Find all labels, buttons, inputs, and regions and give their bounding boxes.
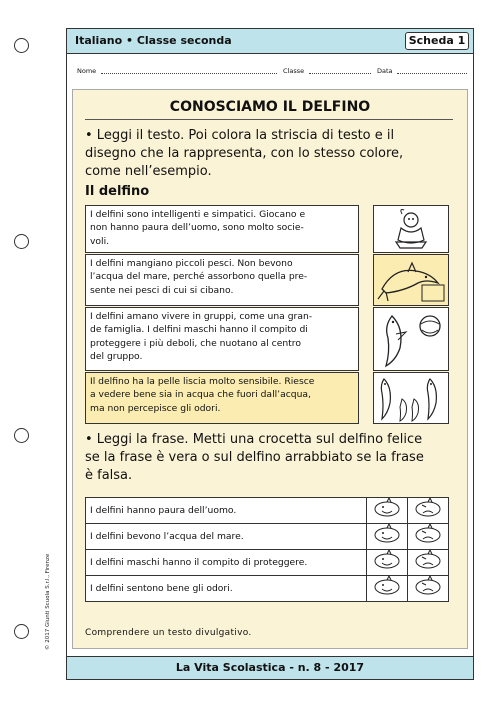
paragraph-line: de famiglia. I delfini maschi hanno il compito di bbox=[90, 324, 308, 336]
instruction-2-line: se la frase è vera o sul delfino arrabbiato se la frase bbox=[85, 450, 424, 465]
paragraph-line: ma non percepisce gli odori. bbox=[90, 402, 221, 414]
true-false-table bbox=[85, 497, 449, 602]
paragraph-1[interactable] bbox=[85, 205, 359, 253]
angry-dolphin-icon bbox=[411, 524, 445, 546]
nome-field[interactable] bbox=[101, 73, 277, 74]
data-field[interactable] bbox=[397, 73, 467, 74]
angry-dolphin-checkbox[interactable] bbox=[408, 550, 449, 576]
binder-hole-middle-upper bbox=[14, 234, 29, 249]
angry-dolphin-icon bbox=[411, 550, 445, 572]
nome-label: Nome bbox=[77, 67, 97, 75]
paragraph-line: Il delfino ha la pelle liscia molto sensibile. Riesce bbox=[90, 376, 315, 387]
paragraph-line: proteggere i più deboli, che nuotano al centro bbox=[90, 337, 301, 349]
paragraph-line: non hanno paura dell’uomo, sono molto socie- bbox=[90, 222, 304, 234]
happy-dolphin-icon bbox=[370, 550, 404, 572]
dolphin-ball-picture[interactable] bbox=[373, 307, 449, 371]
paragraph-3[interactable] bbox=[85, 307, 359, 371]
binder-hole-middle-lower bbox=[14, 428, 29, 443]
magazine-footer: La Vita Scolastica - n. 8 - 2017 bbox=[67, 656, 473, 679]
instruction-1-line: come nell’esempio. bbox=[85, 164, 212, 179]
angry-dolphin-icon bbox=[411, 498, 445, 520]
happy-dolphin-icon bbox=[370, 498, 404, 520]
paragraph-line: a vedere bene sia in acqua che fuori dall’acqua, bbox=[90, 389, 311, 401]
paragraph-line: I delfini amano vivere in gruppi, come una gran- bbox=[90, 311, 313, 322]
angry-dolphin-checkbox[interactable] bbox=[408, 576, 449, 602]
copyright-notice: © 2017 Giunti Scuola S.r.l., Firenze bbox=[45, 553, 51, 650]
dolphin-group-picture[interactable] bbox=[373, 372, 449, 424]
instruction-1 bbox=[85, 127, 455, 181]
instruction-2-line: • Leggi la frase. Metti una crocetta sul delfino felice bbox=[85, 432, 423, 447]
statement-cell: I delfini bevono l’acqua del mare. bbox=[86, 524, 367, 550]
statement-cell: I delfini hanno paura dell’uomo. bbox=[86, 498, 367, 524]
statement-cell: I delfini sentono bene gli odori. bbox=[86, 576, 367, 602]
dolphin-eating-picture[interactable] bbox=[373, 254, 449, 306]
classe-label: Classe bbox=[283, 67, 305, 75]
instruction-2-line: è falsa. bbox=[85, 468, 133, 483]
paragraph-4[interactable] bbox=[85, 372, 359, 424]
instruction-1-line: • Leggi il testo. Poi colora la striscia di testo e il bbox=[85, 128, 395, 143]
worksheet-frame bbox=[66, 28, 474, 680]
angry-dolphin-icon bbox=[411, 576, 445, 598]
classe-field[interactable] bbox=[309, 73, 371, 74]
text-subheading: Il delfino bbox=[85, 184, 150, 199]
binder-hole-bottom bbox=[14, 624, 29, 639]
table-row bbox=[86, 576, 449, 602]
scheda-badge: Scheda 1 bbox=[405, 32, 469, 50]
paragraph-line: sente nei pesci di cui si cibano. bbox=[90, 284, 234, 296]
paragraph-line: l’acqua del mare, perché assorbono quella pre- bbox=[90, 271, 308, 283]
binder-hole-top bbox=[14, 38, 29, 53]
paragraph-line: del gruppo. bbox=[90, 351, 143, 363]
happy-dolphin-checkbox[interactable] bbox=[367, 550, 408, 576]
skill-caption: Comprendere un testo divulgativo. bbox=[85, 628, 252, 638]
table-row bbox=[86, 550, 449, 576]
paragraph-line: I delfini mangiano piccoli pesci. Non bevono bbox=[90, 258, 293, 269]
paragraph-line: I delfini sono intelligenti e simpatici. Giocano e bbox=[90, 209, 306, 220]
statement-cell: I delfini maschi hanno il compito di proteggere. bbox=[86, 550, 367, 576]
dolphin-playing-picture[interactable] bbox=[373, 205, 449, 253]
happy-dolphin-checkbox[interactable] bbox=[367, 576, 408, 602]
dolphin-ball-icon bbox=[374, 308, 448, 370]
header-bar bbox=[67, 29, 473, 54]
happy-dolphin-checkbox[interactable] bbox=[367, 498, 408, 524]
dolphin-group-icon bbox=[374, 373, 448, 423]
happy-dolphin-icon bbox=[370, 524, 404, 546]
paragraph-line: voli. bbox=[90, 235, 110, 247]
instruction-2 bbox=[85, 431, 455, 485]
dolphin-playing-icon bbox=[374, 206, 448, 252]
happy-dolphin-checkbox[interactable] bbox=[367, 524, 408, 550]
page-title: CONOSCIAMO IL DELFINO bbox=[169, 99, 371, 115]
subject-label: Italiano • Classe seconda bbox=[75, 34, 232, 47]
dolphin-eating-icon bbox=[374, 255, 448, 305]
table-row bbox=[86, 498, 449, 524]
paragraph-2[interactable] bbox=[85, 254, 359, 306]
table-row bbox=[86, 524, 449, 550]
data-label: Data bbox=[377, 67, 393, 75]
angry-dolphin-checkbox[interactable] bbox=[408, 498, 449, 524]
angry-dolphin-checkbox[interactable] bbox=[408, 524, 449, 550]
happy-dolphin-icon bbox=[370, 576, 404, 598]
instruction-1-line: disegno che la rappresenta, con lo stesso colore, bbox=[85, 146, 404, 161]
title-underline bbox=[85, 119, 453, 120]
